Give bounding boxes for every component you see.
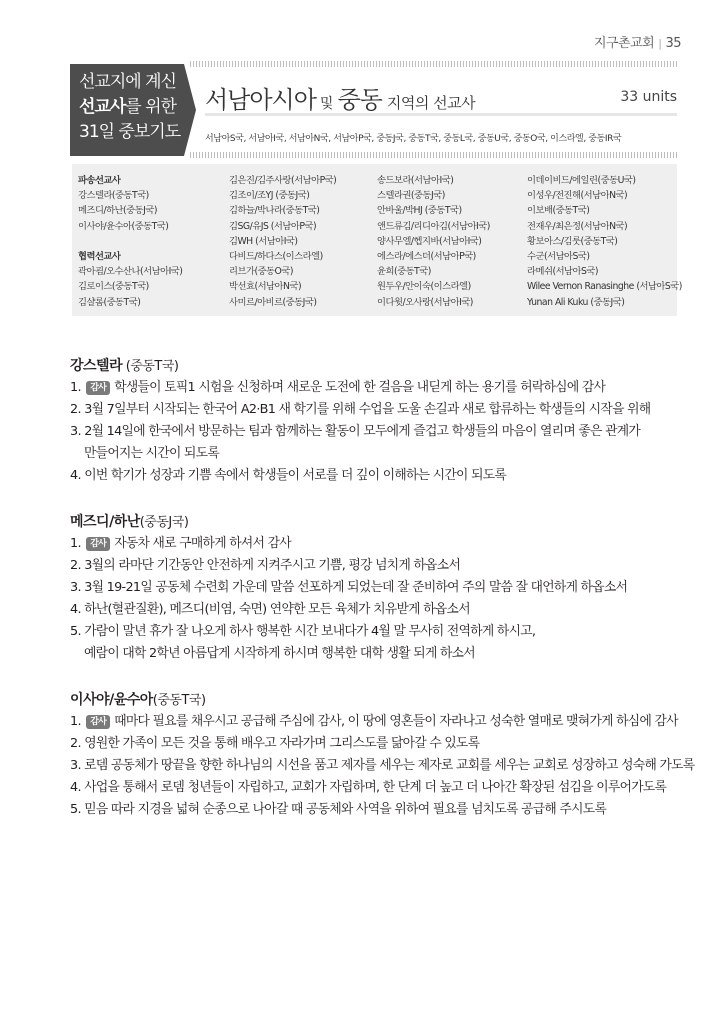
item-number: 2. (70, 558, 81, 573)
roster-entry: 전재우/최은정(서남아N국) (527, 220, 628, 232)
item-number: 3. (70, 758, 81, 773)
badge-line-1: 선교지에 계신 (79, 72, 176, 92)
item-text: 가람이 말년 휴가 잘 나오게 하사 행복한 시간 보내다가 4월 말 무사히 전역하게 하시고, (84, 624, 536, 639)
item-text: 3월 19-21일 공동체 수련회 가운데 말씀 선포하게 되었는데 잘 준비하여 주의 말씀 잘 대언하게 하옵소서 (84, 580, 628, 595)
roster-entry: 이보배(중동T국) (527, 205, 590, 217)
roster-entry: 이다윗/오사랑(서남아I국) (377, 296, 473, 308)
item-text: 하난(혈관질환), 메즈디(비염, 숙면) 연약한 모든 육체가 치유받게 하옵소서 (84, 602, 470, 617)
roster-entry: 사미르/아비르(중동J국) (229, 296, 317, 308)
roster-entry: 김로이스(중동T국) (78, 281, 149, 293)
country-list: 서남아S국, 서남아I국, 서남아N국, 서남아P국, 중동J국, 중동T국, 중동L국, 중동U국, 중동O국, 이스라엘, 중동IR국 (205, 134, 622, 144)
prayer-item (70, 799, 700, 821)
roster-entry: 다비드/하다스(이스라엘) (229, 250, 323, 262)
roster-entry: 원두우/안이숙(이스라엘) (377, 281, 471, 293)
missionary-region: (중동T국) (152, 693, 206, 708)
item-number: 1. (70, 714, 81, 729)
missionary-region: (중동T국) (122, 359, 179, 374)
roster-entry: 박선효(서남아N국) (229, 281, 302, 293)
roster-column-1 (78, 173, 182, 310)
item-number: 2. (70, 402, 81, 417)
thanks-tag: 감사 (86, 715, 110, 729)
prayer-item (70, 465, 700, 487)
item-number: 1. (70, 536, 81, 551)
item-number: 2. (70, 736, 81, 751)
roster-column-4 (527, 173, 682, 310)
roster-column-2 (229, 173, 336, 310)
section-title (70, 511, 700, 533)
item-text: 이번 학기가 성장과 기쁨 속에서 학생들이 서로를 더 깊이 이해하는 시간이 되도록 (84, 468, 507, 483)
missionary-name: 강스텔라 (70, 358, 123, 374)
roster-entry: 양사무엘/헵지바(서남아I국) (377, 235, 482, 247)
roster-header-partner: 협력선교사 (78, 250, 121, 262)
prayer-item (70, 755, 700, 777)
section-title (70, 355, 700, 377)
roster-entry: 메즈디/하난(중동J국) (78, 205, 157, 217)
badge-line-2 (79, 95, 184, 120)
prayer-item-continuation: 만들어지는 시간이 되도록 (84, 446, 220, 461)
roster-entry: 김WH (서남아I국) (229, 235, 298, 247)
prayer-item (70, 733, 700, 755)
title-region-2: 중동 (337, 86, 382, 114)
item-number: 3. (70, 424, 81, 439)
thanks-tag: 감사 (86, 537, 110, 551)
missionary-roster (72, 164, 682, 316)
item-text: 로뎀 공동체가 땅끝을 향한 하나님의 시선을 품고 제자를 세우는 제자로 교회를 세우는 교회로 성장하고 성숙해 가도록 (84, 758, 695, 773)
roster-entry: 이데이비드/에일린(중동U국) (527, 175, 636, 186)
roster-entry: 김조이/조YJ (중동J국) (229, 190, 310, 202)
roster-entry: 안바울/박HJ (중동T국) (377, 205, 462, 217)
item-text: 학생들이 토픽1 시험을 신청하며 새로운 도전에 한 걸음을 내딛게 하는 용기를 허락하심에 감사 (114, 380, 606, 395)
title-and: 및 (319, 96, 334, 112)
item-text: 영원한 가족이 모든 것을 통해 배우고 자라가며 그리스도를 닮아갈 수 있도록 (84, 736, 480, 751)
prayer-item (70, 533, 700, 555)
prayer-item (70, 711, 700, 733)
roster-entry: 이성우/전진해(서남아N국) (527, 190, 628, 202)
roster-entry: 수군(서남아S국) (527, 250, 590, 262)
running-head (594, 32, 681, 51)
roster-entry: 라메쉬(서남아S국) (527, 266, 599, 278)
prayer-section-1 (70, 355, 700, 487)
section-title (70, 689, 700, 711)
item-number: 5. (70, 802, 81, 817)
missionary-name: 이사야/윤수아 (70, 692, 153, 708)
thanks-tag: 감사 (86, 381, 110, 395)
title-region-1: 서남아시아 (205, 86, 316, 114)
page-title (205, 80, 677, 116)
page-number: 35 (665, 36, 681, 51)
item-number: 4. (70, 780, 81, 795)
roster-entry: 강스텔라(중동T국) (78, 190, 149, 202)
missionary-name: 메즈디/하난 (70, 514, 140, 530)
prayer-item (70, 555, 700, 577)
roster-entry: 김SG/유JS (서남아P국) (229, 220, 317, 232)
item-text: 사업을 통해서 로뎀 청년들이 자립하고, 교회가 자립하며, 한 단계 더 높고 더 나아간 확장된 섬김을 이루어가도록 (84, 780, 667, 795)
roster-entry: 송드보라(서남아I국) (377, 175, 454, 186)
roster-entry: Yunan Ali Kuku (중동J국) (527, 296, 625, 308)
prayer-section-2 (70, 511, 700, 665)
roster-spacer (78, 234, 182, 249)
prayer-item (70, 577, 700, 599)
prayer-item-continuation: 예람이 대학 2학년 아름답게 시작하게 하시며 행복한 대학 생활 되게 하소서 (84, 646, 475, 661)
item-number: 4. (70, 602, 81, 617)
badge-rest: 를 위한 (125, 97, 176, 117)
prayer-item (70, 399, 700, 421)
badge-line-3: 31일 중보기도 (79, 122, 181, 142)
hatch-rule-top (190, 61, 679, 67)
item-number: 3. (70, 580, 81, 595)
roster-entry: 앤드류김/리디아김(서남아I국) (377, 220, 490, 232)
item-text: 믿음 따라 지경을 넓혀 순종으로 나아갈 때 공동체와 사역을 위하여 필요를 넘치도록 공급해 주시도록 (84, 802, 607, 817)
item-text: 3월의 라마단 기간동안 안전하게 지켜주시고 기쁨, 평강 넘치게 하옵소서 (84, 558, 461, 573)
roster-entry: 스텔라권(중동J국) (377, 190, 445, 202)
missionary-region: (중동J국) (139, 515, 189, 530)
roster-entry: 곽아굄/오수산나(서남아I국) (78, 266, 183, 278)
roster-entry: 에스라/에스더(서남아P국) (377, 250, 476, 262)
units-count: 33 units (620, 89, 677, 105)
hatch-rule-bottom (190, 152, 679, 158)
roster-entry: 윤희(중동T국) (377, 266, 431, 278)
item-number: 4. (70, 468, 81, 483)
roster-entry: Wilee Vernon Ranasinghe (서남아S국) (527, 281, 682, 293)
title-tail: 지역의 선교사 (386, 94, 476, 112)
divider: | (658, 37, 662, 50)
item-text: 3월 7일부터 시작되는 한국어 A2·B1 새 학기를 위해 수업을 도울 손길과 새로 합류하는 학생들의 시작을 위해 (84, 402, 651, 417)
item-text: 때마다 필요를 채우시고 공급해 주심에 감사, 이 땅에 영혼들이 자라나고 성숙한 열매로 맺혀가게 하심에 감사 (114, 714, 678, 729)
prayer-item (70, 377, 700, 399)
roster-entry: 김은진/김주사랑(서남아P국) (229, 175, 337, 186)
roster-column-3 (377, 173, 490, 310)
prayer-section-3 (70, 689, 700, 821)
item-text: 2월 14일에 한국에서 방문하는 팀과 함께하는 활동이 모두에게 즐겁고 학생들의 마음이 열리며 좋은 관계가 (84, 424, 641, 439)
item-number: 5. (70, 624, 81, 639)
prayer-badge (70, 64, 184, 156)
roster-entry: 김샬롬(중동T국) (78, 296, 141, 308)
church-name: 지구촌교회 (593, 36, 655, 51)
prayer-item (70, 777, 700, 799)
prayer-item (70, 599, 700, 621)
roster-entry: 김하늘/박나라(중동T국) (229, 205, 320, 217)
prayer-item (70, 421, 700, 443)
roster-entry: 황보아스/김룻(중동T국) (527, 235, 618, 247)
prayer-item (70, 621, 700, 643)
item-number: 1. (70, 380, 81, 395)
roster-entry: 이사야/윤수아(중동T국) (78, 220, 169, 232)
roster-entry: 리브가(중동O국) (229, 266, 293, 278)
badge-bold: 선교사 (79, 97, 126, 117)
roster-header-sent: 파송선교사 (78, 175, 121, 186)
item-text: 자동차 새로 구매하게 하셔서 감사 (114, 536, 291, 551)
